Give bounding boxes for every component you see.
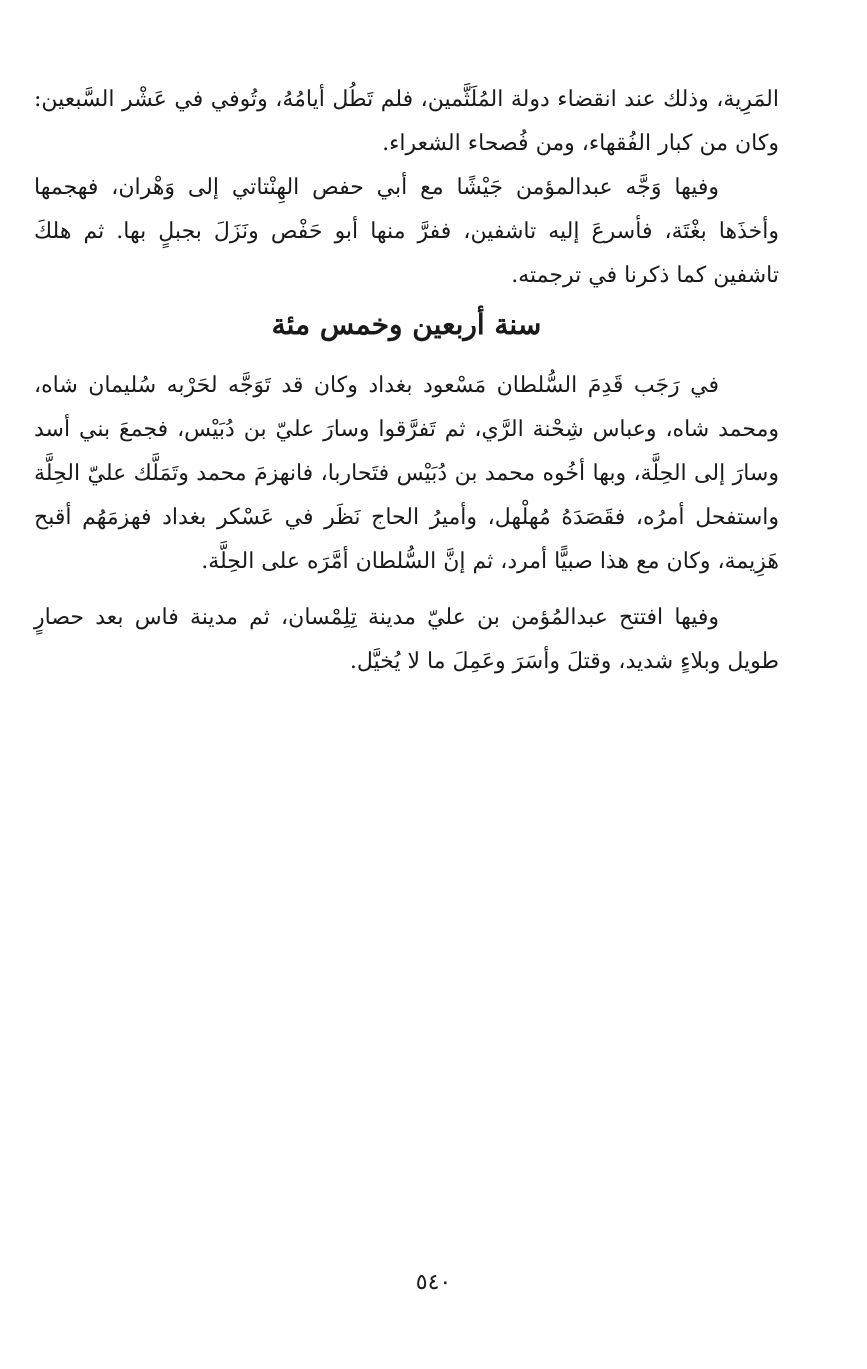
page-body xyxy=(34,78,779,684)
paragraph-rajab: في رَجَب قَدِمَ السُّلطان مَسْعود بغداد وكان قد تَوَجَّه لحَرْبه سُليمان شاه، ومحمد شاه، وعباس شِحْنة الرَّي، ثم تَفرَّقوا وسارَ عليّ بن دُبَيْس، فجمعَ بني أسد وسارَ إلى الحِلَّة، وبها أخُوه محمد بن دُبَيْس فتَحاربا، فانهزمَ محمد وتَمَلَّك عليّ الحِلَّة واستفحل أمرُه، فقَصَدَهُ مُهلْهل، وأميرُ الحاج نَظَر في عَسْكر بغداد فهزمَهُم أقبح هَزِيمة، وكان مع هذا صبيًّا أمرد، ثم إنَّ السُّلطان أمَّرَه على الحِلَّة. xyxy=(34,373,779,574)
paragraph-tilimsan: وفيها افتتح عبدالمُؤمن بن عليّ مدينة تِلِمْسان، ثم مدينة فاس بعد حصارٍ طويل وبلاءٍ شديد، وقتلَ وأسَرَ وعَمِلَ ما لا يُخيَّل. xyxy=(34,605,779,674)
paragraph-wahran: وفيها وَجَّه عبدالمؤمن جَيْشًا مع أبي حفص الهِنْتاتي إلى وَهْران، فهجمها وأخذَها بغْتَة، فأسرعَ إليه تاشفين، ففرَّ منها أبو حَفْص ونَزَلَ بجبلٍ بها. ثم هلكَ تاشفين كما ذكرنا في ترجمته. xyxy=(34,175,779,288)
paragraph-continuation: المَرِية، وذلك عند انقضاء دولة المُلَثَّمين، فلم تَطُل أيامُهُ، وتُوفي في عَشْر السَّبعين: وكان من كبار الفُقهاء، ومن فُصحاء الشعراء. xyxy=(34,87,779,156)
section-heading: سنة أربعين وخمس مئة xyxy=(271,308,542,341)
page-number: ٥٤٠ xyxy=(415,1270,452,1295)
